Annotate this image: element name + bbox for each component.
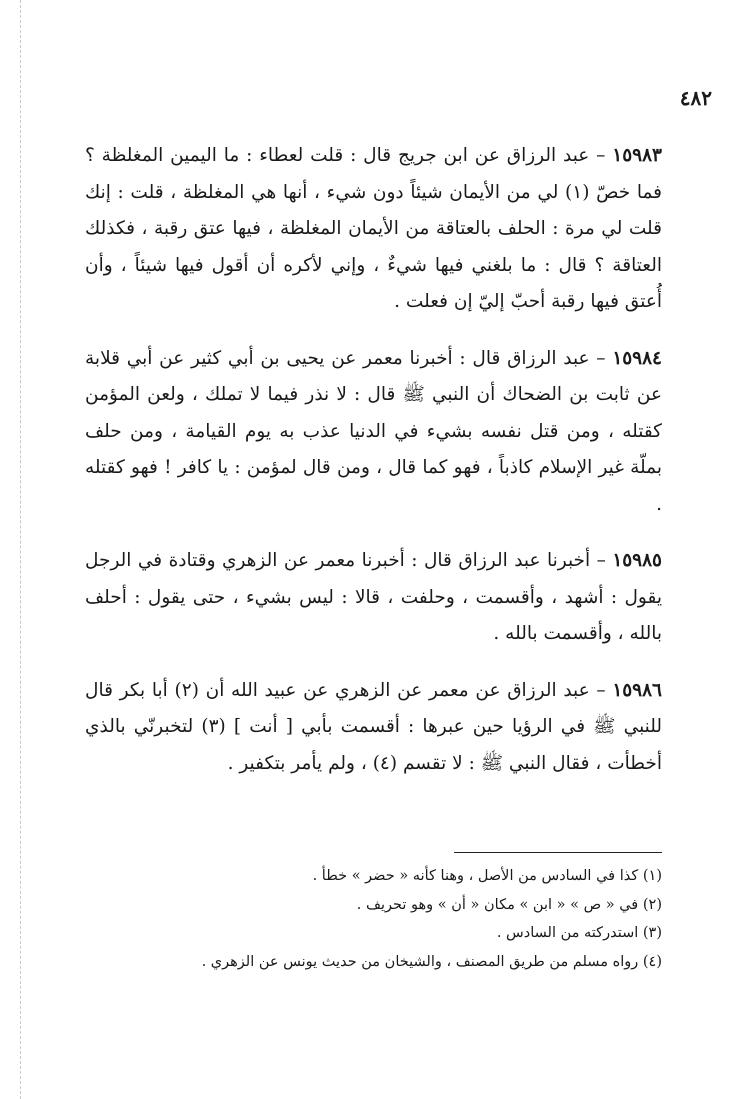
hadith-paragraph-15985 bbox=[85, 543, 662, 653]
footnote-3 bbox=[60, 919, 662, 948]
footnote-text: كذا في السادس من الأصل ، وهنا كأنه « حضر » خطأ . bbox=[312, 868, 639, 884]
footnote-label: (١) bbox=[642, 868, 662, 884]
footnote-1 bbox=[60, 862, 662, 891]
footnote-label: (٤) bbox=[642, 953, 662, 970]
page-number: ٤٨٢ bbox=[679, 86, 712, 110]
footnote-text: في « ص » « ابن » مكان « أن » وهو تحريف . bbox=[356, 896, 639, 913]
footnote-4 bbox=[60, 948, 662, 977]
binding-margin-line bbox=[20, 0, 21, 1099]
hadith-paragraph-15984 bbox=[85, 341, 662, 524]
footnote-label: (٣) bbox=[642, 925, 662, 941]
hadith-paragraph-15986 bbox=[85, 673, 662, 783]
footnote-2 bbox=[60, 891, 662, 920]
hadith-paragraph-15983 bbox=[85, 138, 662, 321]
hadith-text: – عبد الرزاق عن ابن جريج قال : قلت لعطاء : ما اليمين المغلظة ؟ فما خصّ (١) لي من الأيمان شيئاً دون شيء ، أنها هي المغلظة ، قلت : إنك قلت لي مرة : الحلف بالعتاقة من الأيمان المغلظة ، فيها عتق رقبة ، فكذلك العتاقة ؟ قال : ما بلغني فيها شيءٌ ، وإني لأكره أن أقول فيها شيئاً ، وأن أُعتق فيها رقبة أحبّ إليّ إن فعلت . bbox=[85, 145, 662, 312]
hadith-number: ١٥٩٨٦ bbox=[612, 679, 662, 701]
hadith-text: – عبد الرزاق عن معمر عن الزهري عن عبيد الله أن (٢) أبا بكر قال للنبي ﷺ في الرؤيا حين عبرها : أقسمت بأبي [ أنت ] (٣) لتخبرنّي بالذي أخطأت ، فقال النبي ﷺ : لا تقسم (٤) ، ولم يأمر بتكفير . bbox=[85, 679, 662, 774]
footnotes bbox=[60, 862, 662, 976]
footnote-text: رواه مسلم من طريق المصنف ، والشيخان من حديث يونس عن الزهري . bbox=[201, 953, 639, 970]
hadith-number: ١٥٩٨٥ bbox=[612, 550, 662, 571]
hadith-number: ١٥٩٨٤ bbox=[612, 347, 662, 369]
footnote-divider bbox=[454, 852, 662, 853]
hadith-number: ١٥٩٨٣ bbox=[612, 145, 662, 166]
footnote-label: (٢) bbox=[642, 896, 662, 913]
hadith-text: – عبد الرزاق قال : أخبرنا معمر عن يحيى بن أبي كثير عن أبي قلابة عن ثابت بن الضحاك أن النبي ﷺ قال : لا نذر فيما لا تملك ، ولعن المؤمن كقتله ، ومن قتل نفسه بشيء في الدنيا عذب به يوم القيامة ، ومن حلف بملّة غير الإسلام كاذباً ، فهو كما قال ، ومن قال لمؤمن : يا كافر ! فهو كقتله . bbox=[85, 347, 662, 515]
footnote-text: استدركته من السادس . bbox=[496, 925, 639, 941]
page-body bbox=[85, 138, 662, 802]
hadith-text: – أخبرنا عبد الرزاق قال : أخبرنا معمر عن الزهري وقتادة في الرجل يقول : أشهد ، وأقسمت ، وحلفت ، قالا : ليس بشيء ، حتى يقول : أحلف بالله ، وأقسمت بالله . bbox=[85, 550, 662, 644]
